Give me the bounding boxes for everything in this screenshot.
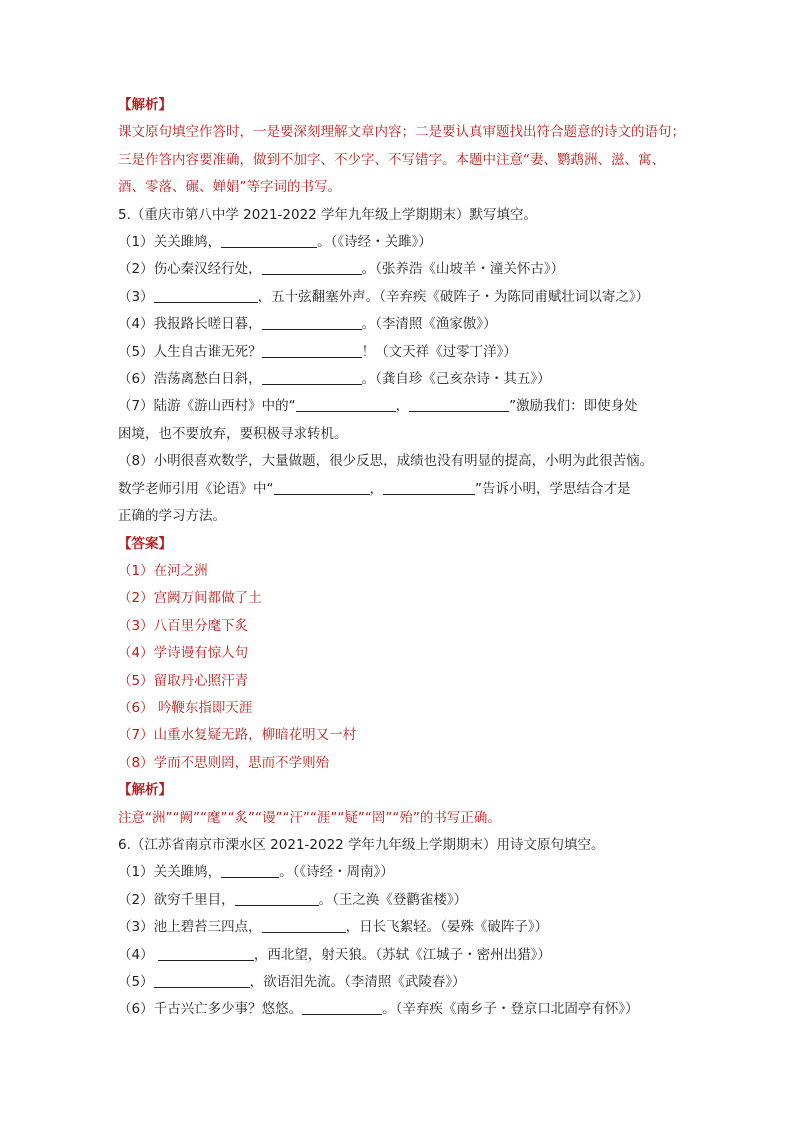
q5-item-3 bbox=[118, 284, 688, 311]
answer-blank[interactable] bbox=[409, 397, 509, 412]
prompt-text: （4）我报路长嗟日暮， bbox=[118, 316, 262, 333]
analysis-paragraph bbox=[118, 119, 688, 201]
question-5-title: 5.（重庆市第八中学 2021-2022 学年九年级上学期期末）默写填空。 bbox=[118, 206, 538, 223]
answer-blank[interactable] bbox=[302, 1000, 382, 1015]
source-text: 。（辛弃疾《南乡子・登京口北固亭有怀》） bbox=[382, 1001, 639, 1018]
answer-blank[interactable] bbox=[221, 233, 317, 248]
q5-item-8-end: 正确的学习方法。 bbox=[118, 508, 226, 525]
answer-item: （7）山重水复疑无路，柳暗花明又一村 bbox=[118, 727, 357, 744]
source-text: 。（《诗经・周南》） bbox=[279, 864, 394, 881]
analysis-text-end: 等字词的书写。 bbox=[246, 179, 341, 196]
q5-item-8: （8）小明很喜欢数学，大量做题，很少反思，成绩也没有明显的提高，小明为此很苦恼。 bbox=[118, 453, 654, 470]
source-text: 。（《诗经・关雎》） bbox=[317, 234, 432, 251]
source-text: ，五十弦翻塞外声。（辛弃疾《破阵子・为陈同甫赋壮词以寄之》） bbox=[257, 288, 650, 305]
q5-item-1 bbox=[118, 229, 688, 256]
answer-item: （6） 吟鞭东指即天涯 bbox=[118, 699, 253, 716]
answer-blank[interactable] bbox=[296, 397, 396, 412]
answer-item: （5）留取丹心照汗青 bbox=[118, 672, 249, 689]
answer-header: 【答案】 bbox=[118, 535, 172, 552]
answer-blank[interactable] bbox=[262, 343, 362, 358]
answer-item: （2）宫阙万间都做了土 bbox=[118, 590, 262, 607]
q6-item-4 bbox=[118, 942, 688, 969]
source-text: ，欲语泪先流。（李清照《武陵春》） bbox=[249, 974, 466, 990]
q5-item-7 bbox=[118, 393, 688, 420]
q6-item-3 bbox=[118, 914, 688, 941]
analysis-text: 注意“洲”“阙”“麾”“炙”“谩”“汗”“涯”“疑”“罔”“殆”的书写正确。 bbox=[118, 809, 501, 826]
prompt-text: （3） bbox=[118, 288, 154, 305]
q5-item-5 bbox=[118, 339, 688, 366]
source-text: 。（李清照《渔家傲》） bbox=[361, 316, 497, 333]
prompt-text: （2）欲穷千里目， bbox=[118, 891, 235, 908]
prompt-text: （7）陆游《游山西村》中的“ bbox=[118, 398, 296, 415]
q5-item-4 bbox=[118, 311, 688, 338]
source-text: ，西北望，射天狼。（苏轼《江城子・密州出猎》） bbox=[253, 946, 551, 963]
separator-text: ， bbox=[395, 398, 410, 415]
prompt-text: ”告诉小明，学思结合才是 bbox=[475, 480, 631, 497]
prompt-text: （3）池上碧苔三四点， bbox=[118, 919, 262, 936]
answer-blank[interactable] bbox=[274, 480, 370, 495]
analysis-highlight: “妻、鹦鹉洲、滋、寓、酒、零落、碾、婵娟” bbox=[118, 151, 665, 196]
prompt-text: （5）人生自古谁无死？ bbox=[118, 343, 262, 360]
answer-blank[interactable] bbox=[235, 891, 319, 906]
answer-blank[interactable] bbox=[262, 315, 362, 330]
q5-item-8-cont bbox=[118, 476, 688, 503]
answer-blank[interactable] bbox=[262, 260, 362, 275]
q6-item-5 bbox=[118, 969, 688, 996]
prompt-text: （5） bbox=[118, 974, 154, 990]
answer-blank[interactable] bbox=[262, 370, 362, 385]
q6-item-2 bbox=[118, 887, 688, 914]
source-text: 。（张养浩《山坡羊・潼关怀古》） bbox=[361, 261, 565, 278]
answer-blank[interactable] bbox=[262, 918, 346, 933]
prompt-text: （2）伤心秦汉经行处， bbox=[118, 261, 262, 278]
document-page bbox=[118, 92, 688, 1024]
source-text: 。（王之涣《登鹳雀楼》） bbox=[318, 891, 468, 908]
answer-blank[interactable] bbox=[158, 946, 254, 961]
answer-blank[interactable] bbox=[221, 863, 279, 878]
prompt-text: （6）浩荡离愁白日斜， bbox=[118, 371, 262, 388]
analysis-header: 【解析】 bbox=[118, 782, 172, 799]
prompt-text: （1）关关雎鸠， bbox=[118, 864, 222, 881]
answer-item: （1）在河之洲 bbox=[118, 562, 208, 579]
answer-blank[interactable] bbox=[154, 288, 258, 303]
separator-text: ， bbox=[369, 480, 383, 497]
analysis-header: 【解析】 bbox=[118, 97, 172, 113]
q5-item-7-cont: 困境，也不要放弃，要积极寻求转机。 bbox=[118, 425, 348, 442]
q6-item-1 bbox=[118, 859, 688, 886]
source-text: ！（文天祥《过零丁洋》） bbox=[361, 343, 517, 360]
q6-item-6 bbox=[118, 996, 688, 1023]
source-text: 。（龚自珍《己亥杂诗・其五》） bbox=[361, 371, 551, 388]
question-6-title: 6.（江苏省南京市溧水区 2021-2022 学年九年级上学期期末）用诗文原句填空。 bbox=[118, 836, 605, 853]
answer-item: （3）八百里分麾下炙 bbox=[118, 617, 249, 634]
prompt-text: ”激励我们：即使身处 bbox=[509, 398, 638, 415]
answer-item: （8）学而不思则罔，思而不学则殆 bbox=[118, 754, 330, 771]
source-text: ，日长飞絮轻。（晏殊《破阵子》） bbox=[345, 919, 549, 936]
q5-item-2 bbox=[118, 256, 688, 283]
q5-item-6 bbox=[118, 366, 688, 393]
prompt-text: （1）关关雎鸠， bbox=[118, 234, 222, 251]
answer-item: （4）学诗谩有惊人句 bbox=[118, 645, 249, 662]
prompt-text: （4） bbox=[118, 946, 158, 963]
answer-blank[interactable] bbox=[383, 480, 475, 495]
prompt-text: （6）千古兴亡多少事？悠悠。 bbox=[118, 1001, 303, 1018]
analysis-text: 课文原句填空作答时，一是要深刻理解文章内容；二是要认真审题找出符合题意的诗文的语句；三是作答内容要准确，做到不加字、不少字、不写错字。本题中注意 bbox=[118, 124, 685, 168]
prompt-text: 数学老师引用《论语》中“ bbox=[118, 480, 274, 497]
answer-blank[interactable] bbox=[154, 973, 250, 988]
